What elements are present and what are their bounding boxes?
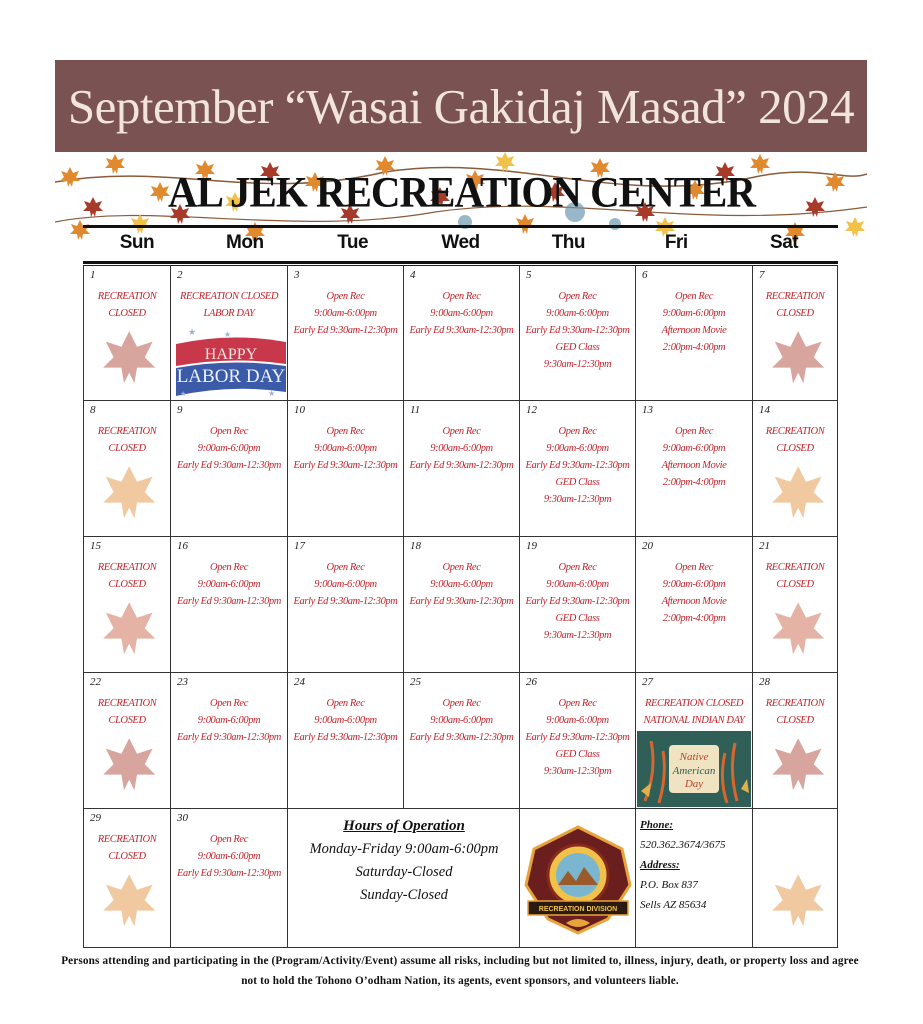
event-line: CLOSED — [776, 715, 814, 726]
weekday-label: Sat — [770, 232, 799, 253]
weekday-label: Tue — [337, 232, 369, 253]
day-cell — [753, 673, 838, 809]
day-events — [171, 423, 287, 474]
day-events — [520, 559, 635, 644]
day-number: 12 — [526, 404, 537, 416]
event-line: Afternoon Movie — [661, 596, 727, 607]
event-line: Open Rec — [558, 698, 597, 709]
day-cell — [404, 401, 520, 537]
event-line: 9:00am-6:00pm — [662, 579, 726, 590]
day-cell — [753, 537, 838, 673]
maple-leaf-icon — [767, 733, 829, 795]
weekday-header — [83, 232, 838, 260]
labor-day-line1: HAPPY — [204, 346, 258, 363]
day-number: 3 — [294, 269, 300, 281]
event-line: 9:00am-6:00pm — [546, 308, 609, 319]
svg-text:★: ★ — [268, 389, 276, 398]
day-cell — [171, 266, 288, 401]
address-line: P.O. Box 837 — [640, 879, 698, 891]
event-line: RECREATION — [765, 426, 825, 437]
address-line: Sells AZ 85634 — [640, 899, 707, 911]
event-line: GED Class — [555, 749, 600, 760]
weekday-label: Thu — [551, 232, 586, 253]
event-line: Early Ed 9:30am-12:30pm — [525, 732, 630, 743]
weekday-label: Fri — [664, 232, 688, 253]
event-line: Open Rec — [558, 426, 597, 437]
day-cell — [288, 266, 404, 401]
labor-day-image — [176, 326, 286, 398]
svg-text:★: ★ — [224, 330, 232, 339]
event-line: RECREATION — [97, 698, 157, 709]
event-line: 9:00am-6:00pm — [197, 579, 261, 590]
day-events — [84, 288, 170, 322]
event-line: Early Ed 9:30am-12:30pm — [177, 460, 281, 471]
day-cell — [520, 266, 636, 401]
day-events — [753, 423, 837, 457]
maple-leaf-icon — [98, 326, 160, 388]
event-line: Open Rec — [558, 291, 597, 302]
maple-leaf-icon — [98, 461, 160, 523]
hours-line: Saturday-Closed — [355, 864, 453, 880]
event-line: RECREATION — [765, 698, 825, 709]
hours-line: Sunday-Closed — [360, 887, 448, 903]
day-events — [84, 831, 170, 865]
event-line: Open Rec — [558, 562, 597, 573]
event-line: CLOSED — [108, 579, 146, 590]
contact-info — [640, 815, 726, 915]
day-events — [636, 288, 752, 356]
event-line: 9:00am-6:00pm — [197, 851, 261, 862]
event-line: 2:00pm-4:00pm — [662, 613, 726, 624]
event-line: Early Ed 9:30am-12:30pm — [525, 596, 630, 607]
day-cell — [520, 401, 636, 537]
event-line: CLOSED — [108, 851, 146, 862]
day-number: 1 — [90, 269, 96, 281]
day-events — [171, 288, 287, 322]
day-number: 5 — [526, 269, 532, 281]
day-cell — [520, 673, 636, 809]
event-line: 9:00am-6:00pm — [197, 715, 261, 726]
event-line: Afternoon Movie — [661, 460, 727, 471]
phone-label: Phone: — [640, 819, 673, 831]
event-line: Open Rec — [210, 834, 248, 845]
event-line: Open Rec — [675, 562, 713, 573]
day-number: 14 — [759, 404, 770, 416]
event-line: RECREATION — [765, 562, 825, 573]
day-cell — [171, 401, 288, 537]
recreation-division-logo — [522, 823, 634, 937]
day-cell — [636, 266, 753, 401]
liability-disclaimer: Persons attending and participating in the (Program/Activity/Event) assume all risks, including but not limited to, illness, injury, death, or property loss and agree not to hold the Tohono O’odham Nation, its agents, event sponsors, and volunteers liable. — [61, 955, 859, 987]
day-cell — [83, 266, 171, 401]
event-line: Open Rec — [326, 291, 365, 302]
event-line: Early Ed 9:30am-12:30pm — [409, 460, 514, 471]
day-number: 30 — [177, 812, 188, 824]
day-events — [520, 695, 635, 780]
event-line: 9:30am-12:30pm — [543, 630, 612, 641]
day-number: 13 — [642, 404, 653, 416]
event-line: 9:00am-6:00pm — [430, 443, 493, 454]
native-day-line1: Native — [679, 751, 709, 763]
day-cell — [404, 266, 520, 401]
day-number: 11 — [410, 404, 421, 416]
event-line: Early Ed 9:30am-12:30pm — [409, 732, 514, 743]
day-number: 18 — [410, 540, 421, 552]
day-cell — [636, 673, 753, 809]
event-line: 9:00am-6:00pm — [314, 443, 377, 454]
day-number: 7 — [759, 269, 765, 281]
day-number: 21 — [759, 540, 770, 552]
event-line: 2:00pm-4:00pm — [662, 342, 726, 353]
day-events — [84, 695, 170, 729]
event-line: Open Rec — [442, 426, 481, 437]
maple-leaf-icon — [767, 326, 829, 388]
event-line: Early Ed 9:30am-12:30pm — [177, 596, 281, 607]
native-day-line3: Day — [684, 778, 704, 790]
day-number: 28 — [759, 676, 770, 688]
day-events — [84, 559, 170, 593]
native-day-line2: American — [672, 765, 716, 777]
event-line: 9:00am-6:00pm — [430, 579, 493, 590]
event-line: CLOSED — [776, 308, 814, 319]
day-number: 17 — [294, 540, 305, 552]
event-line: 9:00am-6:00pm — [546, 443, 609, 454]
event-line: Early Ed 9:30am-12:30pm — [293, 325, 398, 336]
day-number: 29 — [90, 812, 101, 824]
event-line: Open Rec — [326, 698, 365, 709]
weekday-label: Mon — [226, 232, 264, 253]
labor-day-line2: LABOR DAY — [176, 366, 286, 387]
event-line: GED Class — [555, 477, 600, 488]
event-line: 9:00am-6:00pm — [197, 443, 261, 454]
day-cell — [171, 809, 288, 948]
day-events — [636, 559, 752, 627]
day-events — [753, 559, 837, 593]
phone-number: 520.362.3674/3675 — [640, 839, 726, 851]
event-line: NATIONAL INDIAN DAY — [643, 715, 745, 726]
day-number: 19 — [526, 540, 537, 552]
day-events — [636, 695, 752, 729]
event-line: CLOSED — [776, 443, 814, 454]
day-events — [171, 831, 287, 882]
day-cell — [404, 537, 520, 673]
contact-cell — [636, 809, 753, 948]
day-cell — [636, 537, 753, 673]
hours-of-operation — [288, 810, 520, 947]
day-number: 15 — [90, 540, 101, 552]
day-events — [288, 423, 403, 474]
maple-leaf-icon — [767, 461, 829, 523]
event-line: GED Class — [555, 613, 600, 624]
hours-title: Hours of Operation — [343, 818, 465, 834]
center-name: AL JEK RECREATION CENTER — [168, 167, 755, 217]
event-line: Open Rec — [675, 291, 713, 302]
header-rule-bottom — [83, 261, 838, 264]
day-cell — [288, 673, 404, 809]
day-events — [753, 695, 837, 729]
event-line: Open Rec — [210, 426, 248, 437]
event-line: Early Ed 9:30am-12:30pm — [293, 596, 398, 607]
title-banner — [55, 60, 867, 152]
logo-cell — [520, 809, 636, 948]
event-line: CLOSED — [776, 579, 814, 590]
event-line: Early Ed 9:30am-12:30pm — [293, 460, 398, 471]
empty-cell — [753, 809, 838, 948]
day-cell — [520, 537, 636, 673]
event-line: Early Ed 9:30am-12:30pm — [409, 596, 514, 607]
event-line: 9:30am-12:30pm — [543, 359, 612, 370]
day-number: 26 — [526, 676, 537, 688]
day-events — [288, 288, 403, 339]
event-line: Early Ed 9:30am-12:30pm — [177, 732, 281, 743]
day-events — [288, 695, 403, 746]
event-line: 9:00am-6:00pm — [314, 308, 377, 319]
event-line: RECREATION — [97, 426, 157, 437]
event-line: GED Class — [555, 342, 600, 353]
day-events — [520, 423, 635, 508]
day-events — [753, 288, 837, 322]
event-line: Afternoon Movie — [661, 325, 727, 336]
day-number: 25 — [410, 676, 421, 688]
day-number: 20 — [642, 540, 653, 552]
day-events — [171, 559, 287, 610]
svg-text:★: ★ — [180, 390, 187, 398]
day-events — [84, 423, 170, 457]
day-number: 23 — [177, 676, 188, 688]
event-line: Open Rec — [210, 698, 248, 709]
day-events — [404, 695, 519, 746]
day-number: 6 — [642, 269, 648, 281]
day-events — [288, 559, 403, 610]
day-cell — [636, 401, 753, 537]
event-line: Open Rec — [675, 426, 713, 437]
day-events — [404, 559, 519, 610]
day-number: 2 — [177, 269, 183, 281]
event-line: LABOR DAY — [203, 308, 255, 319]
day-cell — [83, 537, 171, 673]
event-line: 9:00am-6:00pm — [430, 715, 493, 726]
event-line: RECREATION — [765, 291, 825, 302]
day-events — [520, 288, 635, 373]
day-cell — [83, 401, 171, 537]
native-american-day-image — [637, 731, 751, 807]
svg-text:★: ★ — [188, 327, 197, 337]
maple-leaf-icon — [98, 869, 160, 931]
event-line: 9:00am-6:00pm — [662, 308, 726, 319]
day-number: 24 — [294, 676, 305, 688]
day-number: 27 — [642, 676, 653, 688]
weekday-label: Wed — [441, 232, 480, 253]
event-line: Open Rec — [442, 291, 481, 302]
event-line: Early Ed 9:30am-12:30pm — [409, 325, 514, 336]
day-number: 16 — [177, 540, 188, 552]
event-line: 9:30am-12:30pm — [543, 494, 612, 505]
event-line: RECREATION — [97, 834, 157, 845]
header-rule-top — [83, 225, 838, 228]
event-line: Open Rec — [210, 562, 248, 573]
event-line: Open Rec — [326, 426, 365, 437]
event-line: 9:00am-6:00pm — [430, 308, 493, 319]
address-label: Address: — [640, 859, 680, 871]
day-cell — [753, 401, 838, 537]
day-events — [171, 695, 287, 746]
day-cell — [83, 809, 171, 948]
day-cell — [171, 673, 288, 809]
page-title: September “Wasai Gakidaj Masad” 2024 — [67, 78, 855, 134]
event-line: RECREATION — [97, 291, 157, 302]
day-cell — [753, 266, 838, 401]
day-cell — [288, 401, 404, 537]
maple-leaf-icon — [767, 869, 829, 931]
day-number: 22 — [90, 676, 101, 688]
day-events — [404, 423, 519, 474]
logo-text: RECREATION DIVISION — [538, 906, 618, 913]
event-line: Early Ed 9:30am-12:30pm — [525, 460, 630, 471]
day-events — [636, 423, 752, 491]
event-line: RECREATION — [97, 562, 157, 573]
day-events — [404, 288, 519, 339]
event-line: 9:00am-6:00pm — [662, 443, 726, 454]
event-line: 9:00am-6:00pm — [546, 579, 609, 590]
day-cell — [288, 537, 404, 673]
maple-leaf-icon — [767, 597, 829, 659]
event-line: Open Rec — [442, 562, 481, 573]
event-line: Open Rec — [326, 562, 365, 573]
maple-leaf-icon — [98, 733, 160, 795]
hours-line: Monday-Friday 9:00am-6:00pm — [309, 841, 499, 857]
event-line: 2:00pm-4:00pm — [662, 477, 726, 488]
day-cell — [404, 673, 520, 809]
event-line: Early Ed 9:30am-12:30pm — [525, 325, 630, 336]
day-number: 4 — [410, 269, 416, 281]
day-cell — [83, 673, 171, 809]
day-cell — [171, 537, 288, 673]
weekday-label: Sun — [119, 232, 155, 253]
event-line: 9:30am-12:30pm — [543, 766, 612, 777]
event-line: CLOSED — [108, 308, 146, 319]
day-number: 9 — [177, 404, 183, 416]
event-line: CLOSED — [108, 715, 146, 726]
day-number: 10 — [294, 404, 305, 416]
event-line: RECREATION CLOSED — [179, 291, 279, 302]
day-number: 8 — [90, 404, 96, 416]
event-line: Open Rec — [442, 698, 481, 709]
event-line: 9:00am-6:00pm — [314, 715, 377, 726]
event-line: 9:00am-6:00pm — [546, 715, 609, 726]
event-line: Early Ed 9:30am-12:30pm — [293, 732, 398, 743]
event-line: Early Ed 9:30am-12:30pm — [177, 868, 281, 879]
maple-leaf-icon — [98, 597, 160, 659]
event-line: 9:00am-6:00pm — [314, 579, 377, 590]
event-line: CLOSED — [108, 443, 146, 454]
event-line: RECREATION CLOSED — [644, 698, 744, 709]
